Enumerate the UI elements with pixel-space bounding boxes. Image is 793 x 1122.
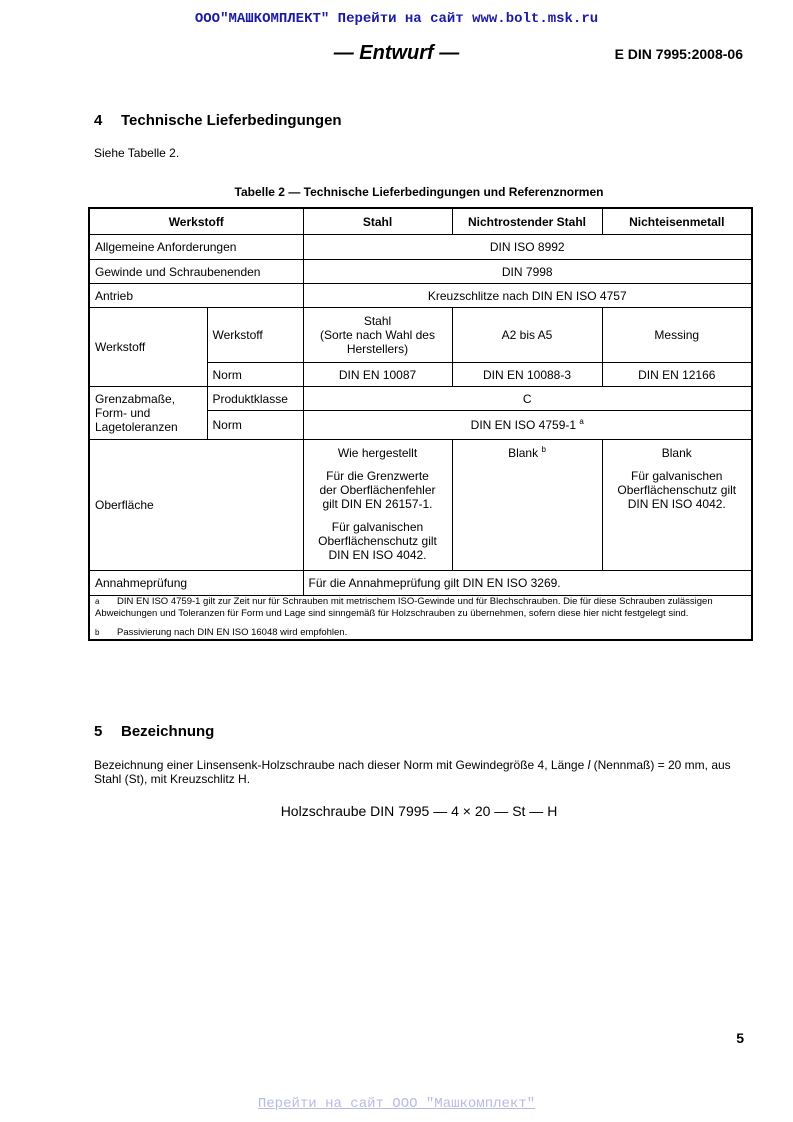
sub-label: Norm <box>207 411 303 440</box>
header-nichteisenmetall: Nichteisenmetall <box>602 208 752 235</box>
surface-steel-cell: Wie hergestellt Für die Grenzwerte der Oberflächenfehler gilt DIN EN 26157-1. Für galvanischen Oberflächenschutz gilt DIN EN ISO 4042. <box>303 440 452 571</box>
table-row <box>89 387 752 411</box>
norm-nonferrous-cell: DIN EN 12166 <box>602 363 752 387</box>
table-row <box>89 571 752 596</box>
footnote-b: b Passivierung nach DIN EN ISO 16048 wird empfohlen. <box>95 627 348 638</box>
section-title: Technische Lieferbedingungen <box>121 112 342 129</box>
row-label: Oberfläche <box>89 440 303 571</box>
footnotes-row <box>89 596 752 641</box>
table-row <box>89 260 752 284</box>
table-footnotes <box>89 596 752 641</box>
draft-label: — Entwurf — <box>333 42 460 64</box>
designation-example: Holzschraube DIN 7995 — 4 × 20 — St — H <box>280 803 558 819</box>
product-class-value: C <box>303 387 752 411</box>
section-title: Bezeichnung <box>121 723 215 740</box>
sub-label: Produktklasse <box>207 387 303 411</box>
table-row <box>89 440 752 571</box>
row-value: DIN ISO 8992 <box>303 235 752 260</box>
row-label: Annahmeprüfung <box>89 571 303 596</box>
header-nichtrostender-stahl: Nichtrostender Stahl <box>452 208 602 235</box>
row-label: Werkstoff <box>89 308 207 387</box>
site-link-bottom[interactable]: Перейти на сайт ООО "Машкомплект" <box>257 1096 536 1112</box>
length-symbol: l <box>587 758 591 772</box>
norm-stainless-cell: DIN EN 10088-3 <box>452 363 602 387</box>
footnote-a: a DIN EN ISO 4759-1 gilt zur Zeit nur für Schrauben mit metrischem ISO-Gewinde und für Blechschrauben. Die für diese Schrauben zulässigen Abweichungen und Toleranzen für Form und Lage sind sinngemäß für Holzschrauben zu übernehmen, sofern diese hier nicht festgelegt sind. <box>95 596 713 619</box>
surface-stainless-cell: Blank $^b$ <box>452 440 602 571</box>
row-value: Für die Annahmeprüfung gilt DIN EN ISO 3269. <box>303 571 752 596</box>
row-label: Allgemeine Anforderungen <box>89 235 303 260</box>
page-number: 5 <box>736 1030 744 1046</box>
sub-label: Werkstoff <box>207 308 303 363</box>
material-stainless-cell: A2 bis A5 <box>452 308 602 363</box>
sub-label: Norm <box>207 363 303 387</box>
section-5-text: Bezeichnung einer Linsensenk-Holzschraube nach dieser Norm mit Gewindegröße 4, Länge l (Nennmaß) = 20 mm, aus Stahl (St), mit Kreuzschlitz H. <box>94 758 731 786</box>
material-nonferrous-cell: Messing <box>602 308 752 363</box>
norm-steel-cell: DIN EN 10087 <box>303 363 452 387</box>
footnote-ref: b <box>541 445 546 454</box>
row-label: Gewinde und Schraubenenden <box>89 260 303 284</box>
section-4-intro: Siehe Tabelle 2. <box>94 146 180 160</box>
row-label: Antrieb <box>89 284 303 308</box>
technical-delivery-table <box>88 207 753 641</box>
row-value: Kreuzschlitze nach DIN EN ISO 4757 <box>303 284 752 308</box>
table-caption: Tabelle 2 — Technische Lieferbedingungen und Referenznormen <box>234 185 604 199</box>
section-number: 4 <box>94 112 103 129</box>
table-row <box>89 308 752 363</box>
section-4-heading <box>94 112 342 129</box>
site-link-top[interactable]: ООО"МАШКОМПЛЕКТ" Перейти на сайт www.bolt.msk.ru <box>194 11 599 27</box>
surface-nonferrous-cell: Blank Für galvanischen Oberflächenschutz gilt DIN EN ISO 4042. <box>602 440 752 571</box>
tolerance-norm-value: DIN EN ISO 4759-1 $^a$ <box>303 411 752 440</box>
row-value: DIN 7998 <box>303 260 752 284</box>
table-row <box>89 235 752 260</box>
footnote-ref: a <box>579 417 584 426</box>
table-row <box>89 284 752 308</box>
material-steel-cell: Stahl (Sorte nach Wahl des Herstellers) <box>303 308 452 363</box>
table-header-row <box>89 208 752 235</box>
row-label: Grenzabmaße, Form- und Lagetoleranzen <box>89 387 207 440</box>
header-werkstoff: Werkstoff <box>89 208 303 235</box>
header-stahl: Stahl <box>303 208 452 235</box>
section-number: 5 <box>94 723 103 740</box>
section-5-heading <box>94 723 214 740</box>
document-id: E DIN 7995:2008-06 <box>614 46 743 62</box>
